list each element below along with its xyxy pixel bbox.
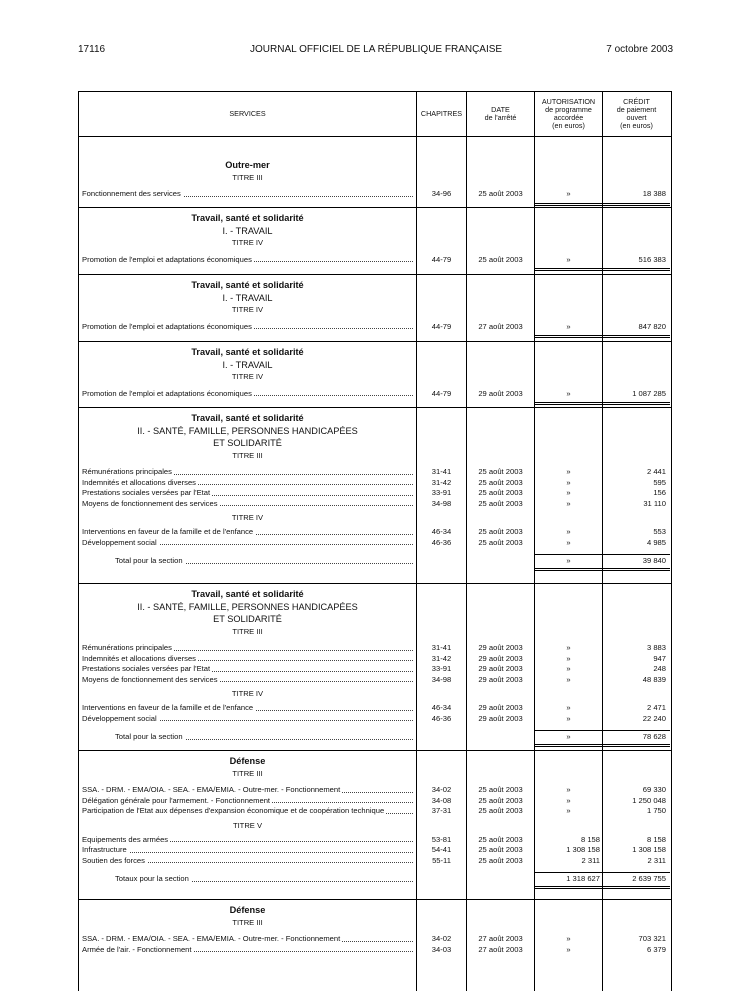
table-row	[79, 654, 671, 665]
section-separator	[79, 899, 671, 900]
row-label-text: Moyens de fonctionnement des services	[82, 674, 218, 684]
col-header-chapitres: CHAPITRES	[420, 109, 463, 118]
row-label	[82, 189, 413, 200]
row-date: 25 août 2003	[478, 855, 523, 865]
table-row	[79, 527, 671, 538]
table-row	[79, 945, 671, 956]
total-rule	[535, 402, 602, 403]
row-credit: 2 639 755	[632, 874, 666, 883]
row-autorisation: »	[566, 732, 571, 741]
row-label-text: Développement social	[82, 537, 157, 547]
section-title: Travail, santé et solidarité	[191, 347, 304, 357]
row-chapitre: 46-34	[431, 703, 452, 712]
row-chapitre: 53-81	[431, 834, 452, 844]
row-autorisation: »	[566, 477, 571, 487]
row-label	[82, 478, 413, 489]
total-rule	[603, 404, 670, 405]
table-row	[79, 478, 671, 489]
row-credit: 22 240	[642, 713, 666, 723]
row-credit: 48 839	[642, 674, 666, 684]
row-label	[82, 934, 413, 945]
row-label-text: Promotion de l'emploi et adaptations économiques	[82, 254, 252, 264]
row-chapitre: 46-36	[431, 537, 452, 547]
section-heading	[79, 755, 416, 780]
row-label-text: Indemnités et allocations diverses	[82, 653, 196, 663]
row-label	[82, 835, 413, 846]
row-chapitre: 34-03	[431, 944, 452, 954]
row-date: 25 août 2003	[478, 806, 523, 815]
row-credit: 18 388	[642, 189, 666, 198]
total-rule	[603, 886, 670, 887]
row-label	[82, 467, 413, 478]
row-label	[82, 856, 413, 867]
section-subtitle: II. - SANTÉ, FAMILLE, PERSONNES HANDICAPÉES	[137, 425, 358, 436]
row-label	[115, 732, 413, 743]
total-rule	[603, 746, 670, 747]
total-rule	[535, 730, 602, 731]
row-label-text: Développement social	[82, 713, 157, 723]
total-rule	[603, 335, 670, 336]
row-chapitre: 31-41	[431, 467, 452, 476]
total-rule	[535, 554, 602, 555]
titre-heading: TITRE III	[232, 172, 263, 182]
total-rule	[603, 270, 670, 271]
total-rule	[535, 568, 602, 569]
row-label-text: Infrastructure	[82, 845, 127, 854]
row-date: 25 août 2003	[478, 189, 523, 198]
row-autorisation: »	[566, 785, 571, 794]
titre-heading-text: TITRE IV	[231, 689, 264, 698]
titre-heading: TITRE IV	[231, 372, 264, 381]
total-rule	[535, 744, 602, 745]
total-rule	[535, 570, 602, 571]
row-chapitre: 33-91	[431, 664, 452, 673]
total-rule	[603, 554, 670, 555]
row-date: 29 août 2003	[478, 664, 523, 673]
row-chapitre: 34-08	[431, 795, 452, 805]
row-label	[82, 654, 413, 665]
row-date: 25 août 2003	[478, 477, 523, 487]
row-chapitre: 34-98	[431, 498, 452, 508]
section-separator	[79, 341, 671, 342]
row-label-text: SSA. - DRM. - EMA/OIA. - SEA. - EMA/EMIA. - Outre-mer. - Fonctionnement	[82, 785, 341, 794]
row-chapitre: 34-02	[431, 934, 452, 943]
row-credit: 595	[653, 477, 666, 487]
row-label	[82, 714, 413, 725]
row-label-text: Fonctionnement des services	[82, 189, 181, 198]
row-date: 29 août 2003	[478, 643, 523, 652]
row-label-text: Moyens de fonctionnement des services	[82, 498, 218, 508]
row-autorisation: »	[566, 664, 571, 673]
total-rule	[535, 268, 602, 269]
total-rule	[535, 888, 602, 889]
journal-title: JOURNAL OFFICIEL DE LA RÉPUBLIQUE FRANÇAISE	[250, 44, 503, 55]
row-credit: 947	[653, 653, 666, 663]
section-heading	[79, 212, 416, 250]
total-rule	[603, 337, 670, 338]
row-credit: 516 383	[638, 254, 666, 264]
row-label	[82, 796, 413, 807]
row-autorisation: »	[566, 189, 571, 198]
titre-heading	[79, 688, 416, 701]
row-autorisation: »	[566, 703, 571, 712]
row-label-text: Interventions en faveur de la famille et de l'enfance	[82, 703, 254, 712]
row-credit: 1 308 158	[632, 845, 666, 854]
section-title: Travail, santé et solidarité	[191, 213, 304, 223]
row-chapitre: 31-41	[431, 643, 452, 652]
row-credit: 156	[653, 488, 666, 497]
section-subtitle: I. - TRAVAIL	[222, 225, 273, 236]
row-label-text: Total pour la section	[115, 732, 183, 741]
row-autorisation: »	[566, 795, 571, 805]
row-label-text: Délégation générale pour l'armement. - Fonctionnement	[82, 795, 271, 805]
total-rule	[535, 270, 602, 271]
issue-date: 7 octobre 2003	[606, 44, 673, 55]
row-autorisation: 8 158	[580, 834, 600, 844]
total-rule	[603, 872, 670, 873]
row-credit: 78 628	[642, 732, 666, 741]
row-credit: 703 321	[638, 934, 666, 943]
section-heading	[79, 159, 416, 184]
table-row	[79, 189, 671, 200]
total-rule	[535, 404, 602, 405]
section-title: Travail, santé et solidarité	[191, 280, 304, 290]
total-rule	[603, 268, 670, 269]
row-label-text: Promotion de l'emploi et adaptations économiques	[82, 388, 252, 398]
row-date: 27 août 2003	[478, 934, 523, 943]
table-row	[79, 255, 671, 266]
row-date: 25 août 2003	[478, 785, 523, 794]
table-row	[79, 796, 671, 807]
row-date: 29 août 2003	[478, 653, 523, 663]
row-chapitre: 31-42	[431, 477, 452, 487]
row-label	[82, 703, 413, 714]
table-row	[79, 675, 671, 686]
row-autorisation: »	[566, 488, 571, 497]
allocation-table	[78, 91, 672, 991]
row-credit: 847 820	[638, 321, 666, 331]
row-autorisation: »	[566, 806, 571, 815]
row-date: 29 août 2003	[478, 388, 523, 398]
row-autorisation: »	[566, 388, 571, 398]
section-separator	[79, 207, 671, 208]
row-label-text: Indemnités et allocations diverses	[82, 477, 196, 487]
row-credit: 4 985	[646, 537, 666, 547]
table-row	[79, 835, 671, 846]
row-credit: 8 158	[646, 834, 666, 844]
table-row	[79, 806, 671, 817]
row-credit: 69 330	[642, 785, 666, 794]
row-date: 25 août 2003	[478, 467, 523, 476]
row-credit: 1 750	[646, 806, 666, 815]
section-separator	[79, 407, 671, 408]
section-title: Défense	[229, 756, 266, 766]
row-chapitre: 44-79	[431, 388, 452, 398]
row-label-text: Equipements des armées	[82, 834, 169, 844]
table-row	[79, 488, 671, 499]
row-credit: 31 110	[643, 498, 666, 508]
row-date: 25 août 2003	[478, 254, 523, 264]
row-label-text: Prestations sociales versées par l'Etat	[82, 488, 211, 497]
total-rule	[603, 205, 670, 206]
row-date: 25 août 2003	[478, 537, 523, 547]
section-subtitle: I. - TRAVAIL	[222, 359, 273, 370]
section-subtitle: ET SOLIDARITÉ	[213, 438, 282, 448]
total-rule	[603, 570, 670, 571]
row-credit: 2 441	[646, 467, 666, 476]
titre-heading: TITRE III	[232, 626, 263, 636]
row-autorisation: 2 311	[581, 855, 600, 865]
row-label	[82, 785, 413, 796]
section-subtitle: I. - TRAVAIL	[222, 292, 273, 303]
table-row	[79, 389, 671, 400]
row-chapitre: 31-42	[431, 653, 452, 663]
table-header	[79, 92, 671, 137]
row-label	[82, 499, 413, 510]
row-label	[82, 322, 413, 333]
row-credit: 6 379	[646, 944, 666, 954]
total-row	[79, 732, 671, 743]
section-heading	[79, 279, 416, 317]
row-autorisation: »	[566, 498, 571, 508]
section-title: Outre-mer	[225, 160, 270, 170]
titre-heading: TITRE III	[232, 450, 263, 460]
section-separator	[79, 274, 671, 275]
row-label	[82, 945, 413, 956]
row-date: 29 août 2003	[478, 674, 523, 684]
row-date: 25 août 2003	[478, 498, 523, 508]
row-date: 25 août 2003	[478, 527, 523, 536]
row-chapitre: 37-31	[431, 806, 452, 815]
row-autorisation: »	[566, 653, 571, 663]
total-rule	[535, 335, 602, 336]
table-row	[79, 322, 671, 333]
total-rule	[535, 746, 602, 747]
titre-heading	[79, 512, 416, 525]
row-date: 25 août 2003	[478, 795, 523, 805]
section-heading	[79, 588, 416, 638]
row-label-text: Armée de l'air. - Fonctionnement	[82, 944, 192, 954]
row-credit: 39 840	[642, 556, 666, 565]
row-autorisation: »	[566, 527, 571, 536]
row-chapitre: 33-91	[431, 488, 452, 497]
section-separator	[79, 750, 671, 751]
row-date: 25 août 2003	[478, 834, 523, 844]
row-chapitre: 44-79	[431, 321, 452, 331]
row-chapitre: 55-11	[432, 855, 451, 865]
row-label	[82, 664, 413, 675]
total-rule	[603, 402, 670, 403]
total-rule	[535, 203, 602, 204]
row-label-text: Totaux pour la section	[115, 874, 189, 883]
total-rule	[535, 337, 602, 338]
row-autorisation: »	[566, 321, 571, 331]
section-title: Défense	[229, 905, 266, 915]
row-label	[82, 806, 413, 817]
row-autorisation: 1 308 158	[566, 845, 600, 854]
table-row	[79, 934, 671, 945]
section-subtitle: ET SOLIDARITÉ	[213, 614, 282, 624]
total-rule	[535, 886, 602, 887]
row-autorisation: »	[566, 674, 571, 684]
table-row	[79, 664, 671, 675]
row-chapitre: 46-34	[431, 527, 452, 536]
row-label-text: Rémunérations principales	[82, 467, 172, 476]
row-autorisation: »	[566, 537, 571, 547]
row-label-text: SSA. - DRM. - EMA/OIA. - SEA. - EMA/EMIA. - Outre-mer. - Fonctionnement	[82, 934, 341, 943]
row-label-text: Soutien des forces	[82, 855, 145, 865]
row-autorisation: »	[566, 643, 571, 652]
titre-heading: TITRE IV	[231, 238, 264, 247]
row-label	[82, 643, 413, 654]
titre-heading: TITRE III	[232, 768, 263, 778]
total-row	[79, 874, 671, 885]
row-credit: 2 471	[646, 703, 666, 712]
row-date: 25 août 2003	[478, 488, 523, 497]
row-date: 29 août 2003	[478, 703, 523, 712]
row-label	[82, 488, 413, 499]
row-credit: 1 250 048	[632, 795, 666, 805]
row-label	[82, 389, 413, 400]
total-rule	[603, 744, 670, 745]
row-date: 27 août 2003	[478, 944, 523, 954]
table-row	[79, 499, 671, 510]
row-credit: 2 311	[647, 855, 666, 865]
table-row	[79, 643, 671, 654]
row-label	[82, 845, 413, 856]
titre-heading	[79, 820, 416, 833]
row-credit: 1 087 285	[632, 388, 666, 398]
titre-heading: TITRE III	[232, 917, 263, 927]
section-subtitle: II. - SANTÉ, FAMILLE, PERSONNES HANDICAPÉES	[137, 601, 358, 612]
row-label	[82, 255, 413, 266]
row-label	[82, 675, 413, 686]
row-chapitre: 34-96	[431, 189, 452, 198]
total-rule	[603, 888, 670, 889]
col-header-credit: CRÉDIT de paiement ouvert (en euros)	[616, 97, 657, 130]
row-autorisation: »	[566, 467, 571, 476]
section-title: Travail, santé et solidarité	[191, 413, 304, 423]
row-label	[115, 556, 413, 567]
row-chapitre: 54-41	[431, 845, 452, 854]
total-row	[79, 556, 671, 567]
section-heading	[79, 412, 416, 462]
row-date: 27 août 2003	[478, 321, 523, 331]
titre-heading-text: TITRE IV	[231, 513, 264, 522]
total-rule	[603, 568, 670, 569]
table-row	[79, 845, 671, 856]
row-label-text: Rémunérations principales	[82, 643, 172, 652]
row-label-text: Promotion de l'emploi et adaptations économiques	[82, 321, 252, 331]
col-header-autorisation: AUTORISATION de programme accordée (en euros)	[541, 97, 596, 130]
section-heading	[79, 904, 416, 929]
section-heading	[79, 346, 416, 384]
row-label-text: Prestations sociales versées par l'Etat	[82, 664, 211, 673]
total-rule	[603, 203, 670, 204]
row-date: 25 août 2003	[478, 845, 523, 854]
titre-heading: TITRE IV	[231, 305, 264, 314]
table-row	[79, 538, 671, 549]
row-autorisation: »	[566, 944, 571, 954]
row-credit: 248	[653, 664, 666, 673]
table-row	[79, 856, 671, 867]
row-credit: 553	[653, 527, 666, 536]
row-label-text: Participation de l'Etat aux dépenses d'expansion économique et de coopération technique	[82, 806, 385, 815]
col-header-date: DATE de l'arrêté	[484, 105, 517, 122]
row-autorisation: »	[566, 254, 571, 264]
row-label-text: Interventions en faveur de la famille et de l'enfance	[82, 527, 254, 536]
table-row	[79, 703, 671, 714]
col-header-services: SERVICES	[229, 109, 266, 118]
total-rule	[535, 872, 602, 873]
table-row	[79, 785, 671, 796]
row-label	[82, 538, 413, 549]
row-credit: 3 883	[646, 643, 666, 652]
table-row	[79, 714, 671, 725]
row-autorisation: »	[566, 934, 571, 943]
row-date: 29 août 2003	[478, 713, 523, 723]
row-label	[115, 874, 413, 885]
table-row	[79, 467, 671, 478]
section-title: Travail, santé et solidarité	[191, 589, 304, 599]
row-chapitre: 34-02	[431, 785, 452, 794]
row-label-text: Total pour la section	[115, 556, 183, 565]
row-chapitre: 34-98	[431, 674, 452, 684]
titre-heading-text: TITRE V	[232, 820, 263, 830]
row-chapitre: 46-36	[431, 713, 452, 723]
row-chapitre: 44-79	[431, 254, 452, 264]
section-separator	[79, 583, 671, 584]
total-rule	[603, 730, 670, 731]
row-autorisation: »	[566, 556, 571, 565]
row-autorisation: 1 318 627	[566, 874, 600, 883]
total-rule	[535, 205, 602, 206]
page-number: 17116	[78, 44, 106, 55]
row-autorisation: »	[566, 713, 571, 723]
row-label	[82, 527, 413, 538]
